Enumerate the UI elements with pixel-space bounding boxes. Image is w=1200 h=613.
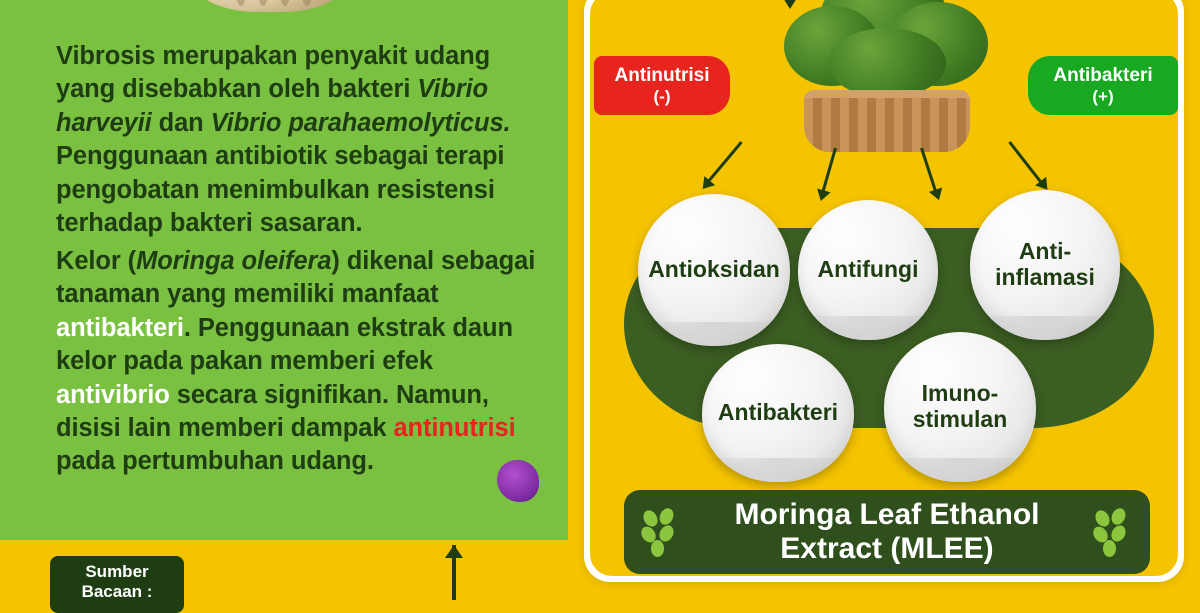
bubble-anti-inflamasi-label: Anti- inflamasi xyxy=(995,238,1095,290)
leaf-sprig-icon xyxy=(1090,508,1136,556)
paragraph-kelor: Kelor (Moringa oleifera) dikenal sebagai tanaman yang memiliki manfaat antibakteri. Penggunaan ekstrak daun kelor pada pakan memberi efek antivibrio secara signifikan. Namun, disisi lain memberi dampak antinutrisi pada pertumbuhan udang. xyxy=(56,247,536,476)
bubble-antioksidan-label: Antioksidan xyxy=(648,256,780,283)
sumber-bacaan-line-1: Sumber xyxy=(85,562,149,581)
label-antinutrisi xyxy=(594,56,730,115)
bubble-imunostimulan-label: Imuno- stimulan xyxy=(912,380,1008,432)
basket-icon xyxy=(804,90,970,152)
bacteria-icon xyxy=(497,460,539,502)
mlee-banner-line-2: Extract (MLEE) xyxy=(780,532,994,565)
mlee-banner xyxy=(624,490,1150,574)
mlee-banner-line-1: Moringa Leaf Ethanol xyxy=(734,497,1040,531)
connector-arrow xyxy=(1008,141,1042,184)
right-diagram-panel xyxy=(568,0,1200,600)
label-antinutrisi-sign: (-) xyxy=(653,86,671,106)
bubble-antifungi-label: Antifungi xyxy=(817,256,919,283)
label-antibakteri-sign: (+) xyxy=(1092,86,1114,106)
connector-arrow xyxy=(821,148,837,193)
bubble-antibakteri-label: Antibakteri xyxy=(717,399,839,426)
diagram-card-inner xyxy=(590,0,1178,576)
label-antibakteri xyxy=(1028,56,1178,115)
bubble-imunostimulan xyxy=(884,332,1036,482)
label-antibakteri-text: Antibakteri xyxy=(1053,65,1153,86)
bubble-antifungi xyxy=(798,200,938,340)
diagram-card xyxy=(584,0,1184,582)
moringa-basket-illustration xyxy=(768,0,1004,152)
sumber-bacaan-line-2: Bacaan : xyxy=(81,582,153,602)
leaf-sprig-icon xyxy=(638,508,684,556)
bubble-anti-inflamasi xyxy=(970,190,1120,340)
connector-arrow xyxy=(920,148,937,193)
up-arrow-icon xyxy=(452,545,456,600)
sumber-bacaan-box xyxy=(50,556,184,613)
paragraph-vibriosis: Vibrosis merupakan penyakit udang yang disebabkan oleh bakteri Vibrio harveyii dan Vibrio parahaemolyticus. Penggunaan antibiotik sebagai terapi pengobatan menimbulkan resistensi terhadap bakteri sasaran. xyxy=(56,42,511,237)
shrimp-photo xyxy=(190,0,350,12)
bubble-antibakteri xyxy=(702,344,854,482)
connector-arrow xyxy=(707,141,743,183)
label-antinutrisi-text: Antinutrisi xyxy=(614,65,710,86)
bubble-antioksidan xyxy=(638,194,790,346)
left-info-panel xyxy=(0,0,568,540)
